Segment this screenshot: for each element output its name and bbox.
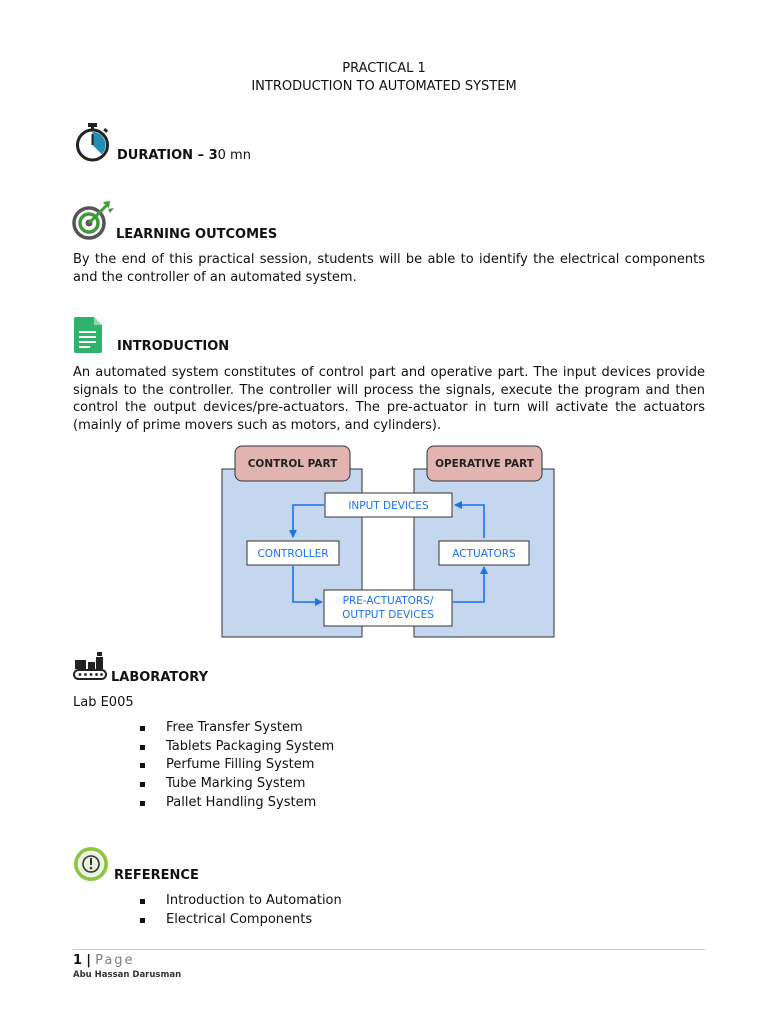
pre-actuators-label-line2: OUTPUT DEVICES [342, 609, 434, 621]
lab-room: Lab E005 [73, 695, 134, 710]
author-name: Abu Hassan Darusman [73, 970, 182, 980]
learning-outcomes-heading: LEARNING OUTCOMES [116, 227, 278, 242]
list-item: Electrical Components [140, 911, 342, 930]
stopwatch-icon [74, 122, 112, 162]
control-part-label: CONTROL PART [247, 458, 338, 470]
learning-outcomes-text: By the end of this practical session, students will be able to identify the electrical components and the controller of an automated system. [73, 252, 705, 285]
info-badge-icon [73, 846, 109, 882]
document-icon [74, 317, 102, 353]
document-title-line1: PRACTICAL 1 [342, 61, 426, 76]
conveyor-icon [73, 651, 107, 681]
laboratory-list [140, 719, 334, 813]
operative-part-label: OPERATIVE PART [435, 458, 534, 470]
page-word: Page [95, 953, 135, 968]
target-icon [72, 199, 116, 241]
controller-label: CONTROLLER [257, 548, 329, 560]
list-item: Pallet Handling System [140, 794, 334, 813]
duration-label: DURATION – 3 [117, 148, 218, 163]
page-number-value: 1 [73, 953, 83, 968]
list-item: Tube Marking System [140, 775, 334, 794]
laboratory-heading: LABORATORY [111, 670, 208, 685]
reference-heading: REFERENCE [114, 868, 199, 883]
automated-system-diagram [220, 444, 558, 640]
pre-actuators-label-line1: PRE-ACTUATORS/ [342, 595, 434, 607]
introduction-heading: INTRODUCTION [117, 339, 230, 354]
list-item: Free Transfer System [140, 719, 334, 738]
list-item: Perfume Filling System [140, 756, 334, 775]
introduction-text: An automated system constitutes of control part and operative part. The input devices provide signals to the controller. The controller will process the signals, execute the program and then control the output devices/pre-actuators. The pre-actuator in turn will activate the actuators (mainly of prime movers such as motors, and cylinders). [73, 365, 705, 433]
list-item: Tablets Packaging System [140, 738, 334, 757]
list-item: Introduction to Automation [140, 892, 342, 911]
actuators-label: ACTUATORS [452, 548, 516, 560]
duration-value: 0 mn [217, 148, 251, 163]
document-title-line2: INTRODUCTION TO AUTOMATED SYSTEM [251, 79, 517, 94]
input-devices-label: INPUT DEVICES [348, 500, 429, 512]
duration-line [117, 148, 251, 163]
page-separator: | [86, 953, 91, 968]
reference-list [140, 892, 342, 929]
page-number [73, 953, 135, 968]
footer-divider [73, 949, 705, 950]
